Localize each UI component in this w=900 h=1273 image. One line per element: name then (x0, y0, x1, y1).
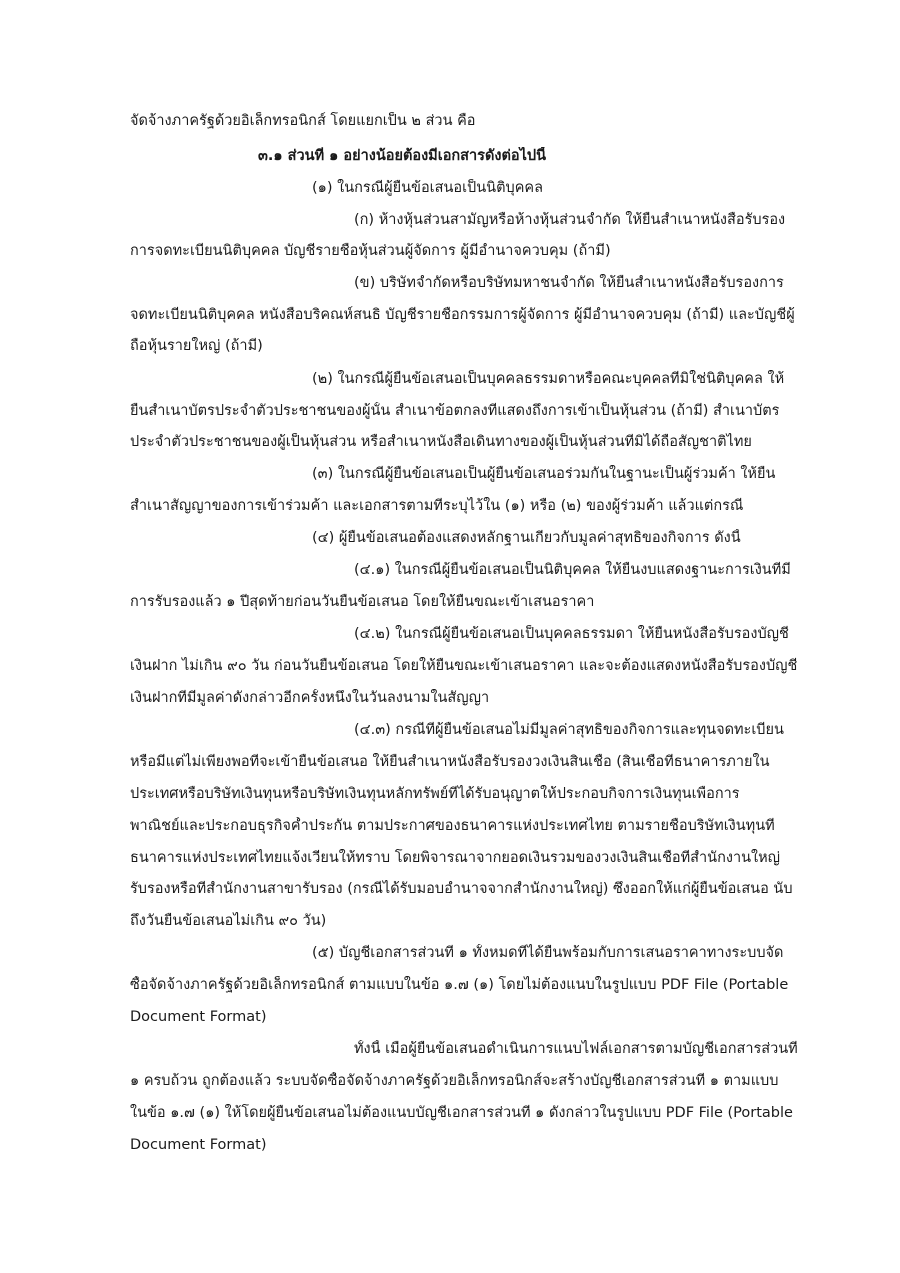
text-line: (ข) บริษัทจำกัดหรือบริษัทมหาชนจำกัด ให้ยื่นสำเนาหนังสือรับรองการ (354, 275, 784, 291)
text-line: Document Format) (130, 1137, 267, 1153)
text-line: (๔) ผู้ยื่นข้อเสนอต้องแสดงหลักฐานเกี่ยวกับมูลค่าสุทธิของกิจการ ดังนี้ (312, 530, 741, 546)
text-line: ๑ ครบถ้วน ถูกต้องแล้ว ระบบจัดซื้อจัดจ้างภาครัฐด้วยอิเล็กทรอนิกส์จะสร้างบัญชีเอกสารส่วนที่ ๑ ตามแบบ (130, 1073, 779, 1089)
text-line: จดทะเบียนนิติบุคคล หนังสือบริคณห์สนธิ บัญชีรายชื่อกรรมการผู้จัดการ ผู้มีอำนาจควบคุม (ถ้ามี) และบัญชีผู้ (130, 307, 795, 323)
text-line: ประเทศหรือบริษัทเงินทุนหรือบริษัทเงินทุนหลักทรัพย์ที่ได้รับอนุญาตให้ประกอบกิจการเงินทุนเพื่อการ (130, 786, 740, 802)
text-line: Document Format) (130, 1009, 267, 1025)
text-line: (๓) ในกรณีผู้ยื่นข้อเสนอเป็นผู้ยื่นข้อเสนอร่วมกันในฐานะเป็นผู้ร่วมค้า ให้ยื่น (312, 466, 776, 482)
text-line: รับรองหรือที่สำนักงานสาขารับรอง (กรณีได้รับมอบอำนาจจากสำนักงานใหญ่) ซึ่งออกให้แก่ผู้ยื่นข้อเสนอ นับ (130, 881, 793, 897)
text-line: (๑) ในกรณีผู้ยื่นข้อเสนอเป็นนิติบุคคล (312, 180, 543, 196)
text-line: เงินฝาก ไม่เกิน ๙๐ วัน ก่อนวันยื่นข้อเสนอ โดยให้ยื่นขณะเข้าเสนอราคา และจะต้องแสดงหนังสือรับรองบัญชี (130, 658, 798, 674)
text-line: การจดทะเบียนนิติบุคคล บัญชีรายชื่อหุ้นส่วนผู้จัดการ ผู้มีอำนาจควบคุม (ถ้ามี) (130, 243, 611, 259)
text-line: ธนาคารแห่งประเทศไทยแจ้งเวียนให้ทราบ โดยพิจารณาจากยอดเงินรวมของวงเงินสินเชื่อที่สำนักงานใหญ่ (130, 850, 780, 866)
text-line: สำเนาสัญญาของการเข้าร่วมค้า และเอกสารตามที่ระบุไว้ใน (๑) หรือ (๒) ของผู้ร่วมค้า แล้วแต่กรณี (130, 498, 744, 514)
text-line: ถึงวันยื่นข้อเสนอไม่เกิน ๙๐ วัน) (130, 913, 327, 929)
text-line: ทั้งนี้ เมื่อผู้ยื่นข้อเสนอดำเนินการแนบไฟล์เอกสารตามบัญชีเอกสารส่วนที่ (354, 1041, 798, 1057)
text-line: ถือหุ้นรายใหญ่ (ถ้ามี) (130, 338, 263, 354)
text-line: (๕) บัญชีเอกสารส่วนที่ ๑ ทั้งหมดที่ได้ยื่นพร้อมกับการเสนอราคาทางระบบจัด (312, 945, 784, 961)
text-line: (๒) ในกรณีผู้ยื่นข้อเสนอเป็นบุคคลธรรมดาหรือคณะบุคคลที่มิใช่นิติบุคคล ให้ (312, 371, 785, 387)
text-line: จัดจ้างภาครัฐด้วยอิเล็กทรอนิกส์ โดยแยกเป็น ๒ ส่วน คือ (130, 113, 476, 129)
text-line: พาณิชย์และประกอบธุรกิจค้ำประกัน ตามประกาศของธนาคารแห่งประเทศไทย ตามรายชื่อบริษัทเงินทุนที่ (130, 818, 775, 834)
text-line: (๔.๒) ในกรณีผู้ยื่นข้อเสนอเป็นบุคคลธรรมดา ให้ยื่นหนังสือรับรองบัญชี (354, 626, 789, 642)
section-heading: ๓.๑ ส่วนที่ ๑ อย่างน้อยต้องมีเอกสารดังต่อไปนี้ (258, 148, 546, 164)
text-line: ยื่นสำเนาบัตรประจำตัวประชาชนของผู้นั้น สำเนาข้อตกลงที่แสดงถึงการเข้าเป็นหุ้นส่วน (ถ้ามี) สำเนาบัตร (130, 403, 780, 419)
text-line: ในข้อ ๑.๗ (๑) ให้โดยผู้ยื่นข้อเสนอไม่ต้องแนบบัญชีเอกสารส่วนที่ ๑ ดังกล่าวในรูปแบบ PDF File (Portable (130, 1105, 793, 1121)
text-line: ซื้อจัดจ้างภาครัฐด้วยอิเล็กทรอนิกส์ ตามแบบในข้อ ๑.๗ (๑) โดยไม่ต้องแนบในรูปแบบ PDF File (Portable (130, 977, 789, 993)
text-line: (ก) ห้างหุ้นส่วนสามัญหรือห้างหุ้นส่วนจำกัด ให้ยื่นสำเนาหนังสือรับรอง (354, 212, 786, 228)
text-line: เงินฝากที่มีมูลค่าดังกล่าวอีกครั้งหนึ่งในวันลงนามในสัญญา (130, 690, 490, 706)
text-line: (๔.๑) ในกรณีผู้ยื่นข้อเสนอเป็นนิติบุคคล ให้ยื่นงบแสดงฐานะการเงินที่มี (354, 562, 791, 578)
text-line: ประจำตัวประชาชนของผู้เป็นหุ้นส่วน หรือสำเนาหนังสือเดินทางของผู้เป็นหุ้นส่วนที่มิได้ถือสัญชาติไทย (130, 434, 752, 450)
text-line: (๔.๓) กรณีที่ผู้ยื่นข้อเสนอไม่มีมูลค่าสุทธิของกิจการและทุนจดทะเบียน (354, 722, 784, 738)
text-line: การรับรองแล้ว ๑ ปีสุดท้ายก่อนวันยื่นข้อเสนอ โดยให้ยื่นขณะเข้าเสนอราคา (130, 594, 595, 610)
text-line: หรือมีแต่ไม่เพียงพอที่จะเข้ายื่นข้อเสนอ ให้ยื่นสำเนาหนังสือรับรองวงเงินสินเชื่อ (สินเชื่อที่ธนาคารภายใน (130, 754, 770, 770)
